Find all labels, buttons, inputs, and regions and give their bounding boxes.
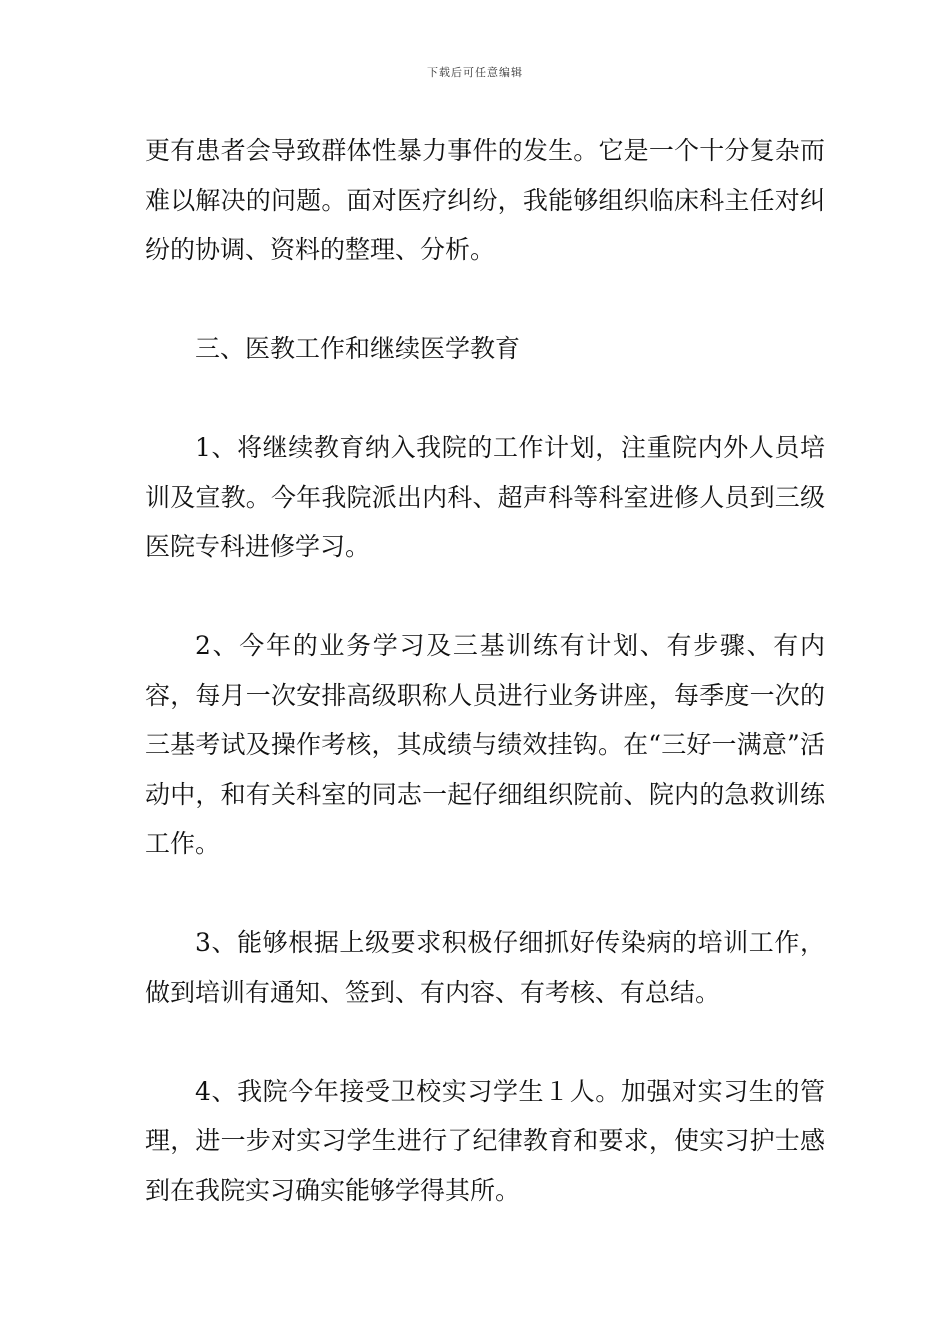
page-header: 下载后可任意编辑 [427, 66, 523, 79]
paragraph-continuation: 更有患者会导致群体性暴力事件的发生。它是一个十分复杂而难以解决的问题。面对医疗纠纷，我能够组织临床科主任对纠纷的协调、资料的整理、分析。 [145, 136, 825, 264]
document-body [145, 126, 825, 1215]
paragraph-item-1: 1、将继续教育纳入我院的工作计划，注重院内外人员培训及宣教。今年我院派出内科、超声科等科室进修人员到三级医院专科进修学习。 [145, 433, 825, 561]
paragraph-item-4: 4、我院今年接受卫校实习学生１人。加强对实习生的管理，进一步对实习学生进行了纪律教育和要求，使实习护士感到在我院实习确实能够学得其所。 [145, 1076, 825, 1205]
paragraph-item-2: 2、今年的业务学习及三基训练有计划、有步骤、有内容，每月一次安排高级职称人员进行业务讲座，每季度一次的三基考试及操作考核，其成绩与绩效挂钩。在“三好一满意”活动中，和有关科室的同志一起仔细组织院前、院内的急救训练工作。 [145, 631, 825, 858]
paragraph-item-3: 3、能够根据上级要求积极仔细抓好传染病的培训工作，做到培训有通知、签到、有内容、有考核、有总结。 [145, 928, 825, 1007]
section-heading: 三、医教工作和继续医学教育 [195, 334, 521, 363]
